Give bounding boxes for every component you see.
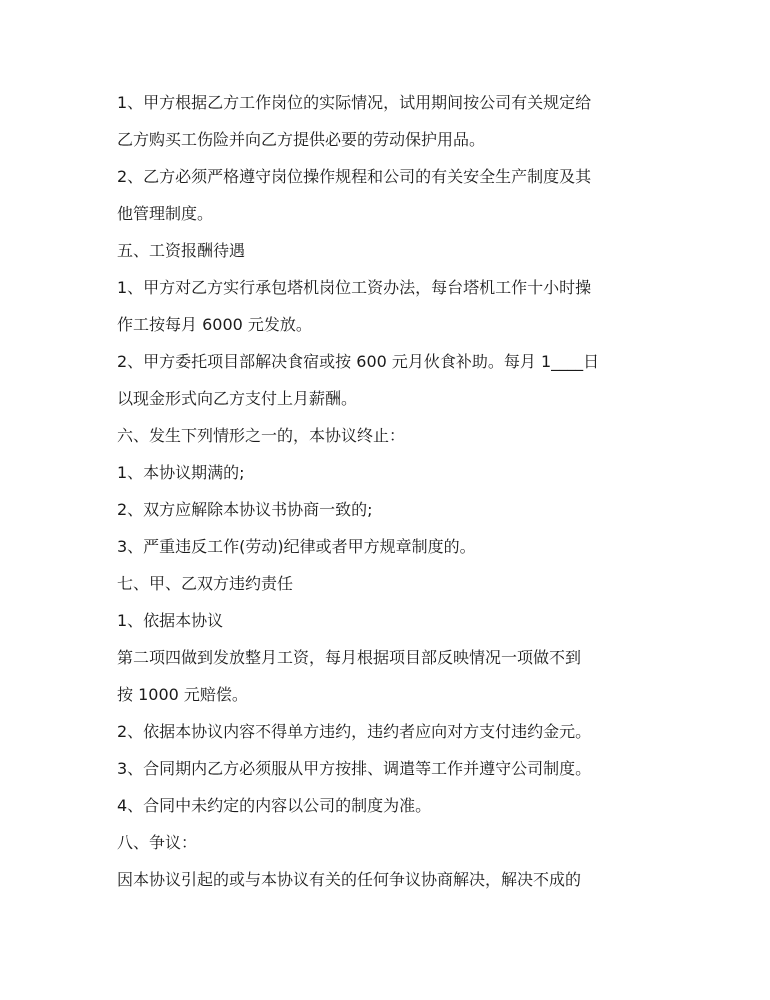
text-line: 4、合同中未约定的内容以公司的制度为准。 <box>117 796 432 815</box>
text-line: 按 1000 元赔偿。 <box>117 685 248 704</box>
text-line: 他管理制度。 <box>117 204 214 223</box>
text-line: 1、本协议期满的; <box>117 463 245 482</box>
document-body <box>117 84 662 898</box>
text-line: 1、甲方对乙方实行承包塔机岗位工资办法，每台塔机工作十小时操 <box>117 278 592 297</box>
text-line: 2、乙方必须严格遵守岗位操作规程和公司的有关安全生产制度及其 <box>117 167 592 186</box>
text-line: 2、甲方委托项目部解决食宿或按 600 元月伙食补助。每月 1____日 <box>117 352 600 371</box>
section-heading: 七、甲、乙双方违约责任 <box>117 574 294 593</box>
text-line: 3、严重违反工作(劳动)纪律或者甲方规章制度的。 <box>117 537 476 556</box>
text-line: 1、甲方根据乙方工作岗位的实际情况，试用期间按公司有关规定给 <box>117 93 592 112</box>
text-line: 乙方购买工伤险并向乙方提供必要的劳动保护用品。 <box>117 130 486 149</box>
text-line: 作工按每月 6000 元发放。 <box>117 315 312 334</box>
text-line: 2、双方应解除本协议书协商一致的; <box>117 500 373 519</box>
text-line: 第二项四做到发放整月工资，每月根据项目部反映情况一项做不到 <box>117 648 582 667</box>
text-line: 因本协议引起的或与本协议有关的任何争议协商解决，解决不成的 <box>117 870 582 889</box>
section-heading: 八、争议： <box>117 833 198 852</box>
text-line: 2、依据本协议内容不得单方违约，违约者应向对方支付违约金元。 <box>117 722 592 741</box>
text-line: 3、合同期内乙方必须服从甲方按排、调遣等工作并遵守公司制度。 <box>117 759 592 778</box>
text-line: 以现金形式向乙方支付上月薪酬。 <box>117 389 358 408</box>
text-line: 1、依据本协议 <box>117 611 224 630</box>
section-heading: 六、发生下列情形之一的，本协议终止： <box>117 426 406 445</box>
section-heading: 五、工资报酬待遇 <box>117 241 246 260</box>
